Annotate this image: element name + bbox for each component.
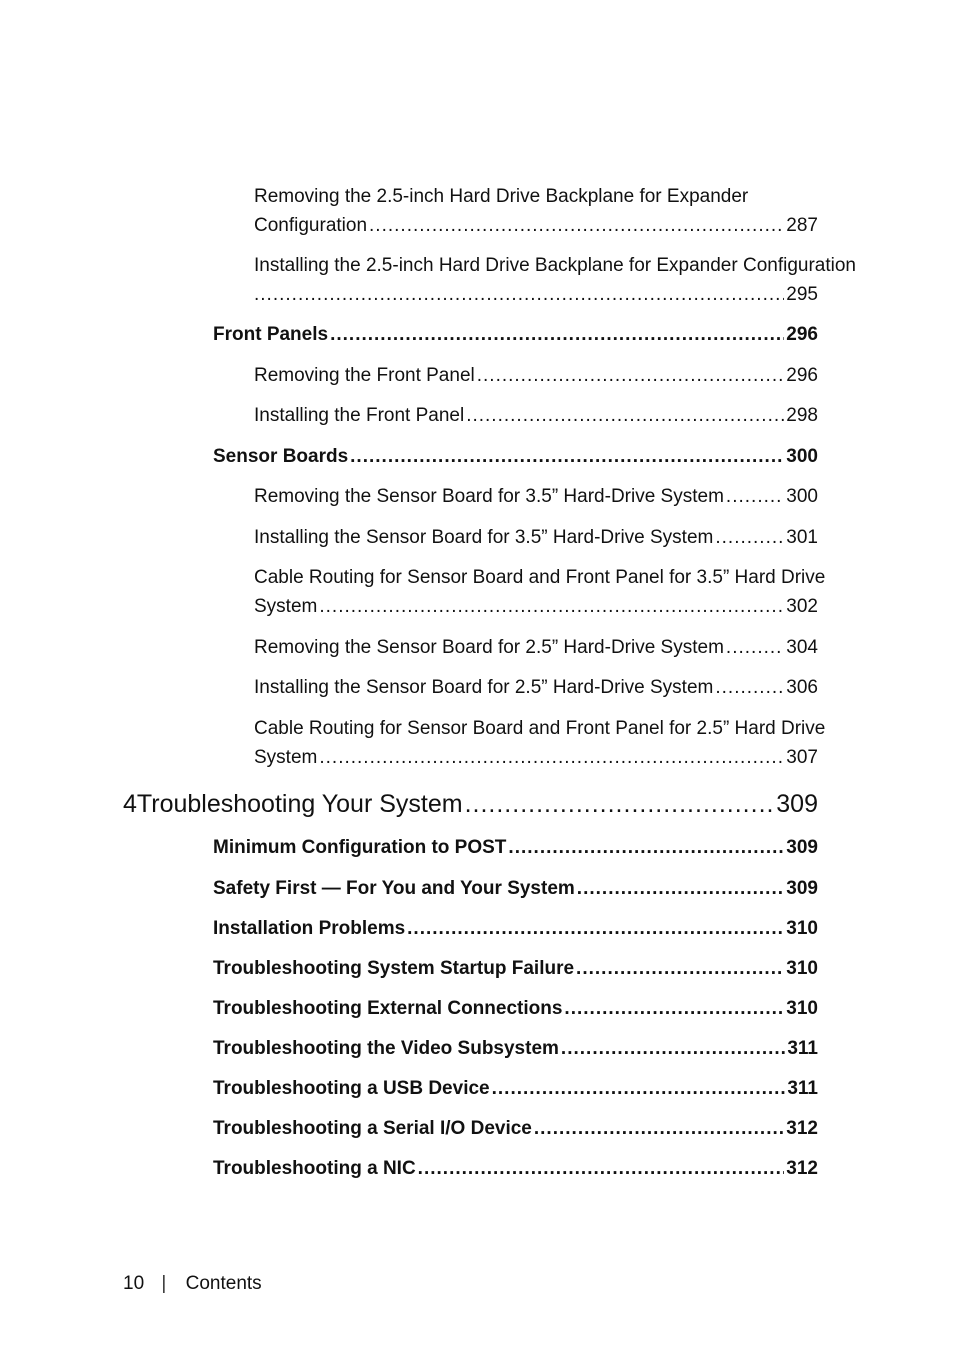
dot-leader (492, 1077, 786, 1101)
dot-leader (726, 485, 784, 509)
toc-page-number: 296 (786, 365, 818, 386)
toc-chapter[interactable] (123, 788, 818, 820)
dot-leader (508, 836, 784, 860)
toc-section-title: Troubleshooting External Connections (213, 998, 563, 1019)
dot-leader (350, 445, 784, 469)
toc-entry-title: Removing the Front Panel (254, 365, 475, 386)
toc-entry[interactable] (254, 404, 818, 428)
dot-leader (726, 636, 784, 660)
toc-entry-title: Removing the Sensor Board for 3.5” Hard-Drive System (254, 486, 724, 507)
toc-page-number: 309 (786, 837, 818, 858)
toc-entry[interactable] (254, 676, 818, 700)
toc-section[interactable] (213, 1037, 818, 1061)
footer-separator: | (161, 1273, 167, 1294)
dot-leader (577, 877, 785, 901)
toc-section-title: Front Panels (213, 324, 329, 345)
toc-section[interactable] (213, 957, 818, 981)
toc-section-title: Troubleshooting a USB Device (213, 1078, 490, 1099)
dot-leader (561, 1037, 785, 1061)
page-number: 10 (123, 1273, 145, 1294)
dot-leader (477, 364, 785, 388)
toc-section[interactable] (213, 917, 818, 941)
dot-leader (576, 957, 784, 981)
toc-page-number: 310 (786, 958, 818, 979)
toc-section[interactable] (213, 1157, 818, 1181)
toc-entry-title: Installing the Sensor Board for 2.5” Hard-Drive System (254, 677, 714, 698)
toc-page-number: 306 (786, 677, 818, 698)
toc-entry[interactable] (254, 526, 818, 550)
toc-entry-title: System (254, 747, 318, 768)
toc-page-number: 309 (776, 790, 818, 818)
toc-entry[interactable] (254, 636, 818, 660)
dot-leader (418, 1157, 785, 1181)
dot-leader (534, 1117, 784, 1141)
chapter-title: Troubleshooting Your System (136, 790, 463, 818)
dot-leader (465, 788, 775, 820)
toc-page-number: 312 (786, 1118, 818, 1139)
dot-leader (319, 746, 784, 770)
toc-section[interactable] (213, 997, 818, 1021)
toc-entry-title: Installing the Front Panel (254, 405, 465, 426)
toc-page-number: 310 (786, 998, 818, 1019)
toc-page-number: 311 (787, 1038, 818, 1059)
toc-section[interactable] (213, 1077, 818, 1101)
toc-entry-line: Cable Routing for Sensor Board and Front Panel for 2.5” Hard Drive (254, 718, 826, 739)
toc-entry-title: Removing the Sensor Board for 2.5” Hard-Drive System (254, 637, 724, 658)
toc-entry[interactable] (254, 214, 818, 238)
toc-entry[interactable] (254, 595, 818, 619)
toc-section-title: Troubleshooting a NIC (213, 1158, 416, 1179)
toc-section-title: Installation Problems (213, 918, 406, 939)
toc-entry-title: Installing the Sensor Board for 3.5” Hard-Drive System (254, 527, 714, 548)
toc-section[interactable] (213, 836, 818, 860)
dot-leader (330, 323, 784, 347)
toc-section-title: Sensor Boards (213, 446, 349, 467)
toc-section-title: Minimum Configuration to POST (213, 837, 507, 858)
dot-leader (369, 214, 784, 238)
toc-entry-line: Cable Routing for Sensor Board and Front Panel for 3.5” Hard Drive (254, 567, 826, 588)
toc-page-number: 307 (786, 747, 818, 768)
toc-entry-title: Configuration (254, 215, 368, 236)
toc-page-number: 310 (786, 918, 818, 939)
toc-entry-line: Removing the 2.5-inch Hard Drive Backplane for Expander (254, 186, 749, 207)
toc-page-number: 295 (786, 284, 818, 305)
dot-leader (319, 595, 784, 619)
toc-page-number: 312 (786, 1158, 818, 1179)
dot-leader (564, 997, 784, 1021)
toc-entry[interactable] (254, 485, 818, 509)
toc-entry[interactable] (254, 364, 818, 388)
toc-section[interactable] (213, 445, 818, 469)
toc-section-title: Troubleshooting a Serial I/O Device (213, 1118, 532, 1139)
dot-leader (715, 676, 784, 700)
toc-page-number: 302 (786, 596, 818, 617)
dot-leader (715, 526, 784, 550)
toc-page-number: 298 (786, 405, 818, 426)
toc-section-title: Troubleshooting the Video Subsystem (213, 1038, 559, 1059)
toc-page-number: 301 (786, 527, 818, 548)
toc-page-number: 296 (786, 324, 818, 345)
dot-leader (407, 917, 784, 941)
toc-section[interactable] (213, 323, 818, 347)
toc-section[interactable] (213, 877, 818, 901)
chapter-number: 4 (123, 790, 137, 818)
toc-section-title: Safety First — For You and Your System (213, 878, 575, 899)
toc-page-number: 304 (786, 637, 818, 658)
toc-section-title: Troubleshooting System Startup Failure (213, 958, 575, 979)
dot-leader (254, 283, 784, 307)
toc-page-number: 311 (787, 1078, 818, 1099)
toc-entry-title: System (254, 596, 318, 617)
page-footer (123, 1272, 262, 1296)
toc-section[interactable] (213, 1117, 818, 1141)
footer-label: Contents (185, 1273, 262, 1294)
toc-page-number: 300 (786, 446, 818, 467)
dot-leader (466, 404, 784, 428)
toc-page-number: 309 (786, 878, 818, 899)
toc-entry[interactable] (254, 746, 818, 770)
toc-entry-line: Installing the 2.5-inch Hard Drive Backplane for Expander Configuration (254, 255, 856, 276)
toc-page-number: 300 (786, 486, 818, 507)
toc-entry[interactable] (254, 283, 818, 307)
toc-page-number: 287 (786, 215, 818, 236)
